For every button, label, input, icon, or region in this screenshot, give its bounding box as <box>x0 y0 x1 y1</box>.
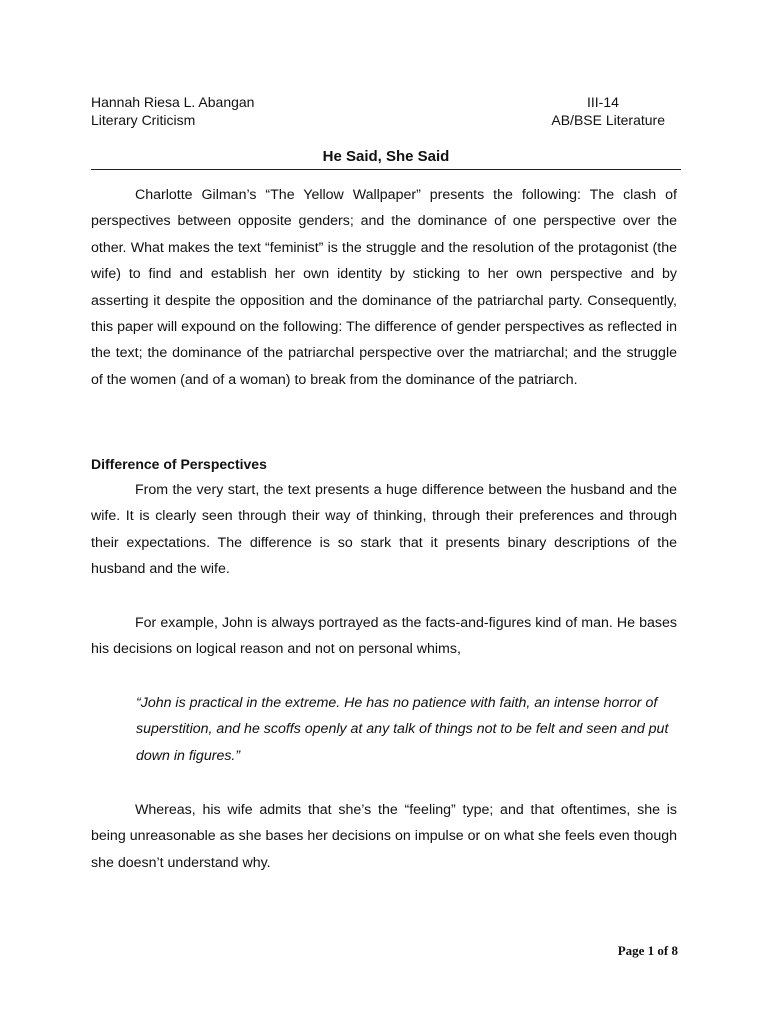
body-paragraph-2: For example, John is always portrayed as the facts-and-figures kind of man. He bases his decisions on logical reason and not on personal whims, <box>91 615 677 658</box>
paper-title: He Said, She Said <box>322 148 450 165</box>
intro-paragraph: Charlotte Gilman’s “The Yellow Wallpaper” presents the following: The clash of perspectives between opposite genders; and the dominance of one perspective over the other. What makes the text “feminist” is the struggle and the resolution of the protagonist (the wife) to find and establish her own identity by sticking to her own perspective and by asserting it despite the opposition and the dominance of the patriarchal party. Consequently, this paper will expound on the following: The difference of gender perspectives as reflected in the text; the dominance of the patriarchal perspective over the matriarchal; and the struggle of the women (and of a woman) to break from the dominance of the patriarch. <box>91 187 677 388</box>
title-divider <box>91 169 681 170</box>
program-name: AB/BSE Literature <box>551 112 665 128</box>
body-paragraph-3: Whereas, his wife admits that she’s the “feeling” type; and that oftentimes, she is being unreasonable as she bases her decisions on impulse or on what she feels even though she doesn’t understand why. <box>91 802 677 871</box>
body-paragraph-1: From the very start, the text presents a huge difference between the husband and the wife. It is clearly seen through their way of thinking, through their preferences and through their expectations. The difference is so stark that it presents binary descriptions of the husband and the wife. <box>91 482 677 578</box>
course-name: Literary Criticism <box>91 112 196 128</box>
block-quote: “John is practical in the extreme. He has no patience with faith, an intense horror of superstition, and he scoffs openly at any talk of things not to be felt and seen and put down in figures.” <box>136 695 669 764</box>
author-name: Hannah Riesa L. Abangan <box>91 94 255 110</box>
class-section: III-14 <box>587 94 619 110</box>
page-number: Page 1 of 8 <box>617 943 678 958</box>
section-heading: Difference of Perspectives <box>91 456 267 472</box>
